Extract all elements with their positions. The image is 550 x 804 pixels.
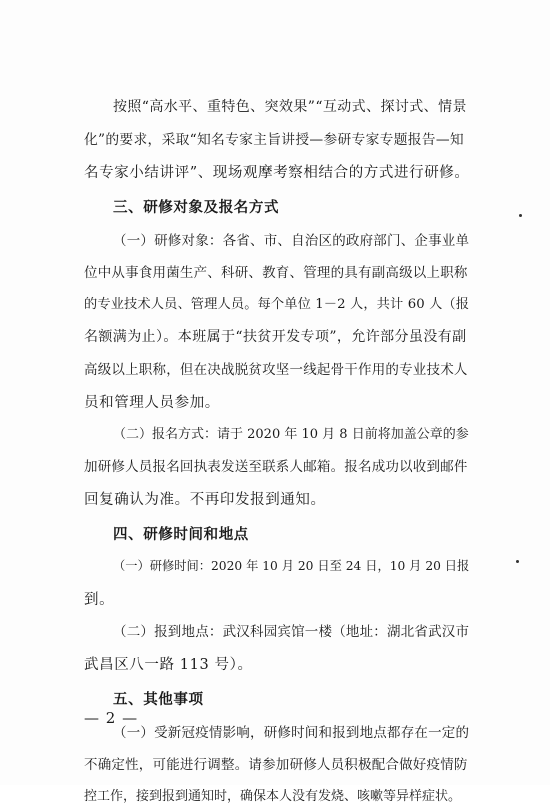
- paragraph-line: 高级以上职称，但在决战脱贫攻坚一线起骨干作用的专业技术人: [84, 362, 468, 379]
- paragraph-line: （一）研修时间：2020 年 10 月 20 日至 24 日，10 月 20 日报: [113, 558, 470, 573]
- paragraph-line: （二）报到地点：武汉科园宾馆一楼（地址：湖北省武汉市: [113, 624, 470, 641]
- paragraph-line: （一）研修对象：各省、市、自治区的政府部门、企事业单: [113, 232, 470, 249]
- paragraph-line: 名额满为止）。本班属于“扶贫开发专项”，允许部分虽没有副: [84, 328, 467, 345]
- paragraph-line: 加研修人员报名回执表发送至联系人邮箱。报名成功以收到邮件: [84, 459, 468, 476]
- paragraph-line: 控工作，接到报到通知时，确保本人没有发烧、咳嗽等异样症状。: [84, 789, 462, 804]
- paragraph-line: 回复确认为准。不再印发报到通知。: [84, 491, 326, 508]
- paragraph-line: 到。: [84, 592, 115, 608]
- paragraph-line: （二）报名方式：请于 2020 年 10 月 8 日前将加盖公章的参: [113, 427, 469, 442]
- section-heading: 四、研修时间和地点: [113, 527, 249, 544]
- paragraph-line: 名专家小结讲评”、现场观摩考察相结合的方式进行研修。: [84, 164, 470, 181]
- section-heading: 三、研修对象及报名方式: [113, 200, 280, 217]
- paragraph-line: （一）受新冠疫情影响，研修时间和报到地点都存在一定的: [113, 724, 470, 741]
- section-heading: 五、其他事项: [113, 692, 204, 709]
- paragraph-line: 员和管理人员参加。: [84, 394, 220, 411]
- paragraph-line: 不确定性，可能进行调整。请参加研修人员积极配合做好疫情防: [84, 757, 468, 773]
- paragraph-line: 按照“高水平、重特色、突效果”“互动式、探讨式、情景: [113, 99, 467, 115]
- paragraph-line: 的专业技术人员、管理人员。每个单位 1－2 人，共计 60 人（报: [84, 297, 470, 313]
- paragraph-line: 化”的要求，采取“知名专家主旨讲授—参研专家专题报告—知: [84, 132, 464, 149]
- page-number: — 2 —: [84, 709, 139, 727]
- paragraph-line: 位中从事食用菌生产、科研、教育、管理的具有副高级以上职称: [84, 265, 468, 281]
- paragraph-line: 武昌区八一路 113 号）。: [84, 656, 253, 673]
- scan-speck: [519, 214, 522, 217]
- scan-speck: [516, 560, 519, 563]
